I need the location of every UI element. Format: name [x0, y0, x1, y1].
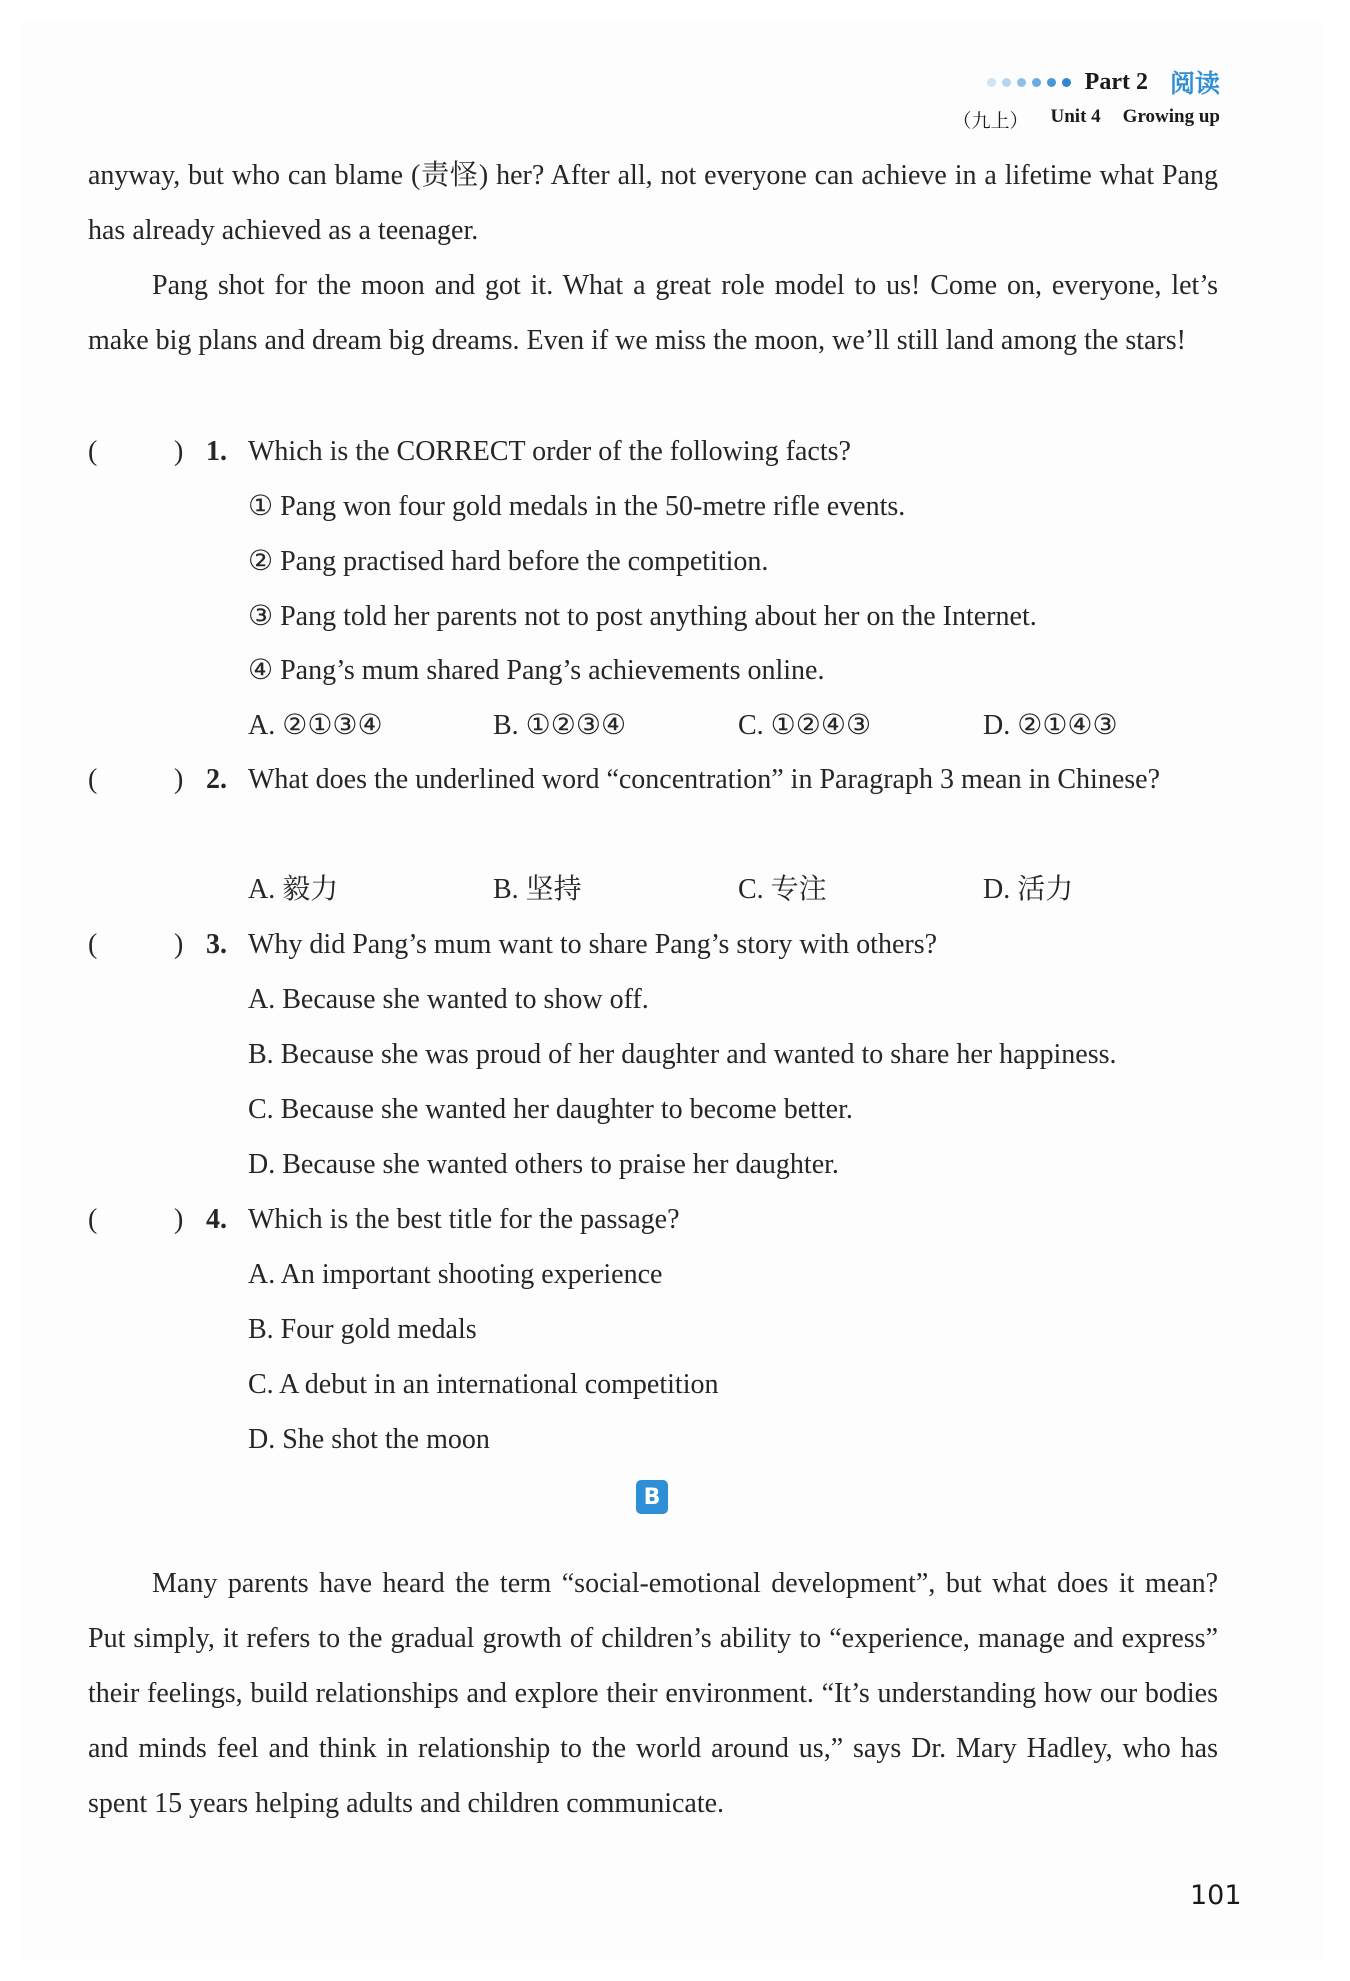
option-c[interactable]: C. Because she wanted her daughter to become better.	[248, 1094, 853, 1125]
fact-item: ② Pang practised hard before the competition.	[248, 546, 769, 577]
option-d[interactable]: D. 活力	[983, 874, 1074, 905]
dot-icon	[1047, 78, 1056, 87]
grade-label: （九上）	[952, 110, 1029, 132]
answer-paren-right: )	[174, 764, 184, 795]
paragraph: anyway, but who can blame (责怪) her? After all, not everyone can achieve in a lifetime what Pang has already achieved as a teenager.	[88, 160, 1218, 246]
answer-paren-left[interactable]: (	[88, 1204, 98, 1235]
option-b[interactable]: B. ①②③④	[493, 710, 627, 741]
paragraph: Many parents have heard the term “social-emotional development”, but what does it mean? Put simply, it refers to the gradual growth of children’s ability to “experience, manage and express” their feelings, build relationships and explore their environment. “It’s understanding how our bodies and minds feel and think in relationship to the world around us,” says Dr. Mary Hadley, who has spent 15 years helping adults and children communicate.	[88, 1568, 1218, 1819]
passage-a-end	[88, 148, 1218, 368]
option-a[interactable]: A. ②①③④	[248, 710, 383, 741]
option-b[interactable]: B. 坚持	[493, 874, 582, 905]
decorative-dots	[987, 78, 1071, 87]
page-header	[953, 64, 1221, 133]
option-d[interactable]: D. ②①④③	[983, 710, 1118, 741]
answer-paren-right: )	[174, 436, 184, 467]
answer-paren-right: )	[174, 929, 184, 960]
answer-paren-left[interactable]: (	[88, 929, 98, 960]
dot-icon	[1032, 78, 1041, 87]
paragraph: Pang shot for the moon and got it. What a great role model to us! Come on, everyone, let’s make big plans and dream big dreams. Even if we miss the moon, we’ll still land among the stars!	[88, 270, 1218, 356]
question-stem: Which is the best title for the passage?	[248, 1204, 680, 1235]
option-b[interactable]: B. Four gold medals	[248, 1314, 477, 1345]
option-c[interactable]: C. A debut in an international competition	[248, 1369, 719, 1400]
option-c[interactable]: C. ①②④③	[738, 710, 872, 741]
section-label: 阅读	[1169, 69, 1220, 98]
option-a[interactable]: A. Because she wanted to show off.	[248, 984, 649, 1015]
page-number: 101	[1190, 1880, 1242, 1911]
answer-paren-left[interactable]: (	[88, 436, 98, 467]
dot-icon	[987, 78, 996, 87]
question-stem: What does the underlined word “concentration” in Paragraph 3 mean in Chinese?	[248, 764, 1161, 795]
answer-paren-left[interactable]: (	[88, 764, 98, 795]
fact-item: ④ Pang’s mum shared Pang’s achievements online.	[248, 655, 825, 686]
option-a[interactable]: A. 毅力	[248, 874, 339, 905]
option-d[interactable]: D. Because she wanted others to praise her daughter.	[248, 1149, 839, 1180]
dot-icon	[1002, 78, 1011, 87]
question-stem: Which is the CORRECT order of the following facts?	[248, 436, 851, 467]
option-b[interactable]: B. Because she was proud of her daughter and wanted to share her happiness.	[248, 1039, 1117, 1070]
option-c[interactable]: C. 专注	[738, 874, 827, 905]
part-label: Part 2	[1084, 68, 1148, 95]
unit-title: Growing up	[1122, 106, 1220, 127]
dot-icon	[1062, 78, 1071, 87]
option-a[interactable]: A. An important shooting experience	[248, 1259, 663, 1290]
unit-label: Unit 4	[1050, 106, 1101, 127]
question-number: 3.	[206, 929, 227, 960]
question-stem: Why did Pang’s mum want to share Pang’s story with others?	[248, 929, 938, 960]
question-number: 2.	[206, 764, 227, 795]
options-row	[248, 698, 1228, 753]
fact-item: ① Pang won four gold medals in the 50-metre rifle events.	[248, 491, 906, 522]
fact-item: ③ Pang told her parents not to post anything about her on the Internet.	[248, 601, 1037, 632]
answer-paren-right: )	[174, 1204, 184, 1235]
question-number: 1.	[206, 436, 227, 467]
dot-icon	[1017, 78, 1026, 87]
option-d[interactable]: D. She shot the moon	[248, 1424, 490, 1455]
options-row	[248, 862, 1228, 917]
question-number: 4.	[206, 1204, 227, 1235]
section-b-badge: B	[636, 1480, 668, 1514]
passage-b	[88, 1556, 1218, 1831]
